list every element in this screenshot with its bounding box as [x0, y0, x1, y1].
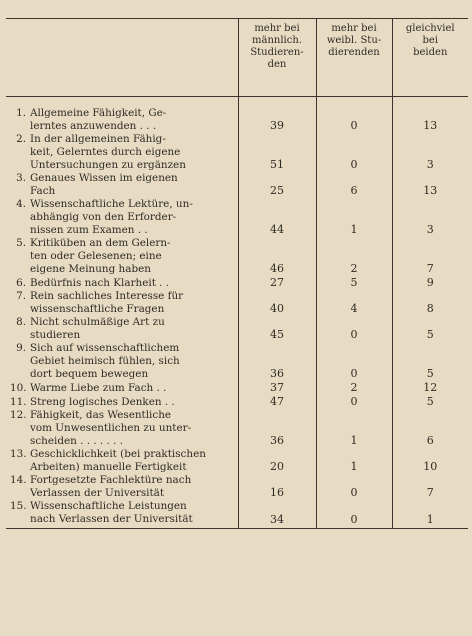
cell-male-count: 25 [238, 172, 316, 198]
row-text-line: Sich auf wissenschaftlichem [30, 342, 180, 354]
cell-female-count: 1 [316, 198, 392, 237]
row-description [6, 381, 238, 395]
row-description [6, 276, 238, 290]
row-number: 8. [16, 316, 26, 328]
row-description [6, 290, 238, 316]
header-line: bei [422, 35, 439, 46]
header-line: dierenden [328, 47, 380, 58]
header-blank [6, 19, 238, 97]
cell-equal-count: 3 [392, 133, 468, 172]
row-description [6, 395, 238, 409]
cell-male-count: 47 [238, 395, 316, 409]
row-number: 5. [16, 237, 26, 249]
cell-male-count: 45 [238, 316, 316, 342]
cell-equal-count: 1 [392, 500, 468, 529]
header-line: beiden [413, 47, 448, 58]
row-text-line: abhängig von den Erforder- [30, 211, 177, 223]
row-text-line: Kritiküben an dem Gelern- [30, 237, 171, 249]
header-male-students [238, 19, 316, 97]
row-text-line: In der allgemeinen Fähig- [30, 133, 166, 145]
table-row [6, 395, 468, 409]
row-text-line: Geschicklichkeit (bei praktischen [30, 448, 206, 460]
row-description [6, 448, 238, 474]
row-text-line: Wissenschaftliche Lektüre, un- [30, 198, 193, 210]
table-header [6, 19, 468, 97]
row-text-line: wissenschaftliche Fragen [30, 303, 165, 315]
header-equal-both [392, 19, 468, 97]
cell-female-count: 4 [316, 290, 392, 316]
cell-female-count: 0 [316, 474, 392, 500]
row-description [6, 172, 238, 198]
header-line: mehr bei [331, 23, 377, 34]
header-line: gleichviel [405, 23, 455, 34]
row-text-line: Genaues Wissen im eigenen [30, 172, 178, 184]
row-number: 11. [10, 396, 27, 408]
cell-male-count: 37 [238, 381, 316, 395]
row-number: 3. [16, 172, 26, 184]
row-description [6, 342, 238, 381]
row-description [6, 133, 238, 172]
row-number: 2. [16, 133, 26, 145]
table-row [6, 474, 468, 500]
row-text-line: studieren [30, 329, 81, 341]
row-text-line: Wissenschaftliche Leistungen [30, 500, 187, 512]
row-number: 14. [10, 474, 27, 486]
row-text-line: dort bequem bewegen [30, 368, 149, 380]
row-text-line: nissen zum Examen . . [30, 224, 148, 236]
row-text-line: Untersuchungen zu ergänzen [30, 159, 186, 171]
comparison-table [6, 18, 468, 529]
table-row [6, 381, 468, 395]
cell-male-count: 27 [238, 276, 316, 290]
row-number: 10. [10, 382, 27, 394]
row-number: 4. [16, 198, 26, 210]
cell-male-count: 46 [238, 237, 316, 276]
cell-equal-count: 7 [392, 237, 468, 276]
row-text-line: Warme Liebe zum Fach . . [30, 382, 167, 394]
table-row [6, 316, 468, 342]
row-text-line: ten oder Gelesenen; eine [30, 250, 162, 262]
table-row [6, 198, 468, 237]
cell-male-count: 36 [238, 342, 316, 381]
row-description [6, 237, 238, 276]
header-line: weibl. Stu- [326, 35, 382, 46]
row-text-line: Verlassen der Universität [30, 487, 165, 499]
table-row [6, 276, 468, 290]
row-number: 15. [10, 500, 27, 512]
row-description [6, 316, 238, 342]
cell-equal-count: 9 [392, 276, 468, 290]
cell-male-count: 20 [238, 448, 316, 474]
cell-equal-count: 13 [392, 172, 468, 198]
cell-female-count: 6 [316, 172, 392, 198]
cell-male-count: 40 [238, 290, 316, 316]
cell-female-count: 2 [316, 381, 392, 395]
row-description [6, 500, 238, 529]
row-text-line: Nicht schulmäßige Art zu [30, 316, 165, 328]
table-row [6, 97, 468, 134]
cell-equal-count: 3 [392, 198, 468, 237]
cell-equal-count: 6 [392, 409, 468, 448]
header-line: Studieren- [250, 47, 304, 58]
row-number: 13. [10, 448, 27, 460]
row-text-line: vom Unwesentlichen zu unter- [30, 422, 192, 434]
cell-male-count: 34 [238, 500, 316, 529]
row-text-line: Rein sachliches Interesse für [30, 290, 184, 302]
cell-female-count: 0 [316, 395, 392, 409]
cell-female-count: 0 [316, 97, 392, 134]
cell-equal-count: 7 [392, 474, 468, 500]
header-line: den [267, 59, 287, 70]
row-text-line: Fach [30, 185, 56, 197]
cell-male-count: 39 [238, 97, 316, 134]
cell-equal-count: 5 [392, 342, 468, 381]
row-text-line: keit, Gelerntes durch eigene [30, 146, 181, 158]
table-row [6, 342, 468, 381]
row-text-line: lerntes anzuwenden . . . [30, 120, 157, 132]
cell-male-count: 44 [238, 198, 316, 237]
row-text-line: eigene Meinung haben [30, 263, 151, 275]
cell-equal-count: 12 [392, 381, 468, 395]
row-text-line: scheiden . . . . . . . [30, 435, 124, 447]
table-row [6, 133, 468, 172]
row-text-line: Arbeiten) manuelle Fertigkeit [30, 461, 187, 473]
table-row [6, 237, 468, 276]
cell-male-count: 51 [238, 133, 316, 172]
row-description [6, 409, 238, 448]
table-row [6, 448, 468, 474]
table-row [6, 409, 468, 448]
table-row [6, 290, 468, 316]
row-text-line: nach Verlassen der Universität [30, 513, 193, 525]
row-number: 7. [16, 290, 26, 302]
table-row [6, 500, 468, 529]
row-text-line: Allgemeine Fähigkeit, Ge- [30, 107, 167, 119]
cell-female-count: 5 [316, 276, 392, 290]
cell-equal-count: 10 [392, 448, 468, 474]
cell-female-count: 1 [316, 448, 392, 474]
row-number: 1. [16, 107, 26, 119]
cell-female-count: 0 [316, 316, 392, 342]
cell-equal-count: 13 [392, 97, 468, 134]
table-row [6, 172, 468, 198]
row-number: 12. [10, 409, 27, 421]
cell-female-count: 1 [316, 409, 392, 448]
cell-equal-count: 8 [392, 290, 468, 316]
cell-female-count: 0 [316, 342, 392, 381]
row-text-line: Streng logisches Denken . . [30, 396, 175, 408]
cell-equal-count: 5 [392, 316, 468, 342]
row-text-line: Gebiet heimisch fühlen, sich [30, 355, 180, 367]
row-number: 9. [16, 342, 26, 354]
cell-male-count: 16 [238, 474, 316, 500]
table-body [6, 97, 468, 529]
header-female-students [316, 19, 392, 97]
row-text-line: Bedürfnis nach Klarheit . . [30, 277, 170, 289]
row-text-line: Fähigkeit, das Wesentliche [30, 409, 172, 421]
cell-equal-count: 5 [392, 395, 468, 409]
row-number: 6. [16, 277, 26, 289]
header-line: mehr bei [254, 23, 300, 34]
cell-female-count: 0 [316, 500, 392, 529]
row-description [6, 198, 238, 237]
cell-female-count: 2 [316, 237, 392, 276]
header-line: männlich. [252, 35, 302, 46]
cell-male-count: 36 [238, 409, 316, 448]
cell-female-count: 0 [316, 133, 392, 172]
row-description [6, 474, 238, 500]
row-description [6, 97, 238, 134]
row-text-line: Fortgesetzte Fachlektüre nach [30, 474, 192, 486]
